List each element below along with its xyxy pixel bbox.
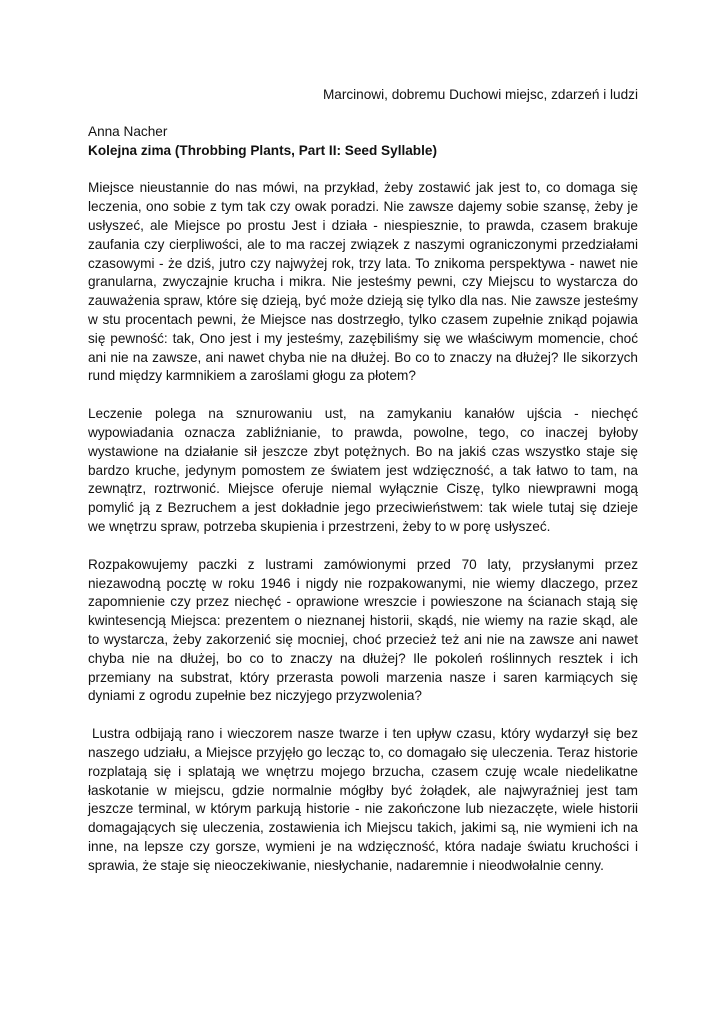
- paragraph-1: Miejsce nieustannie do nas mówi, na przykład, żeby zostawić jak jest to, co domaga się leczenia, ono sobie z tym tak czy owak poradzi. Nie zawsze dajemy sobie szansę, żeby je usłyszeć, ale Miejsce po prostu Jest i działa - niespiesznie, to prawda, czasem brakuje zaufania czy cierpliwości, ale to ma raczej związek z naszymi ograniczonymi przedziałami czasowymi - że dziś, jutro czy najwyżej rok, trzy lata. To znikoma perspektywa - nawet nie granularna, zwyczajnie krucha i mikra. Nie jesteśmy pewni, czy Miejscu to wystarcza do zauważenia spraw, które się dzieją, być może dzieją się tylko dla nas. Nie zawsze jesteśmy w stu procentach pewni, że Miejsce nas dostrzegło, tylko czasem zupełnie znikąd pojawia się pewność: tak, Ono jest i my jesteśmy, zazębiliśmy się we właściwym momencie, choć ani nie na zawsze, ani nawet chyba nie na dłużej. Bo co to znaczy na dłużej? Ile sikorzych rund między karmnikiem a zaroślami głogu za płotem?: [88, 180, 638, 384]
- document-title: Kolejna zima (Throbbing Plants, Part II: Seed Syllable): [88, 142, 437, 158]
- paragraph-3: Rozpakowujemy paczki z lustrami zamówionymi przed 70 laty, przysłanymi przez niezawodną pocztę w roku 1946 i nigdy nie rozpakowanymi, nie wiemy dlaczego, przez zapomnienie czy przez niechęć - oprawione wreszcie i powieszone na ścianach stają się kwintesencją Miejsca: prezentem o nieznanej historii, skądś, nie wiemy na razie skąd, ale to wystarcza, żeby zakorzenić się mocniej, choć przecież też ani nie na zawsze ani nawet chyba nie na dłużej, bo co to znaczy na dłużej? Ile pokoleń roślinnych resztek i ich przemiany na substrat, który przerasta powoli marzenia nasze i saren karmiących się dyniami z ogrodu zupełnie bez niczyjego przyzwolenia?: [88, 556, 638, 704]
- paragraph-4: Lustra odbijają rano i wieczorem nasze twarze i ten upływ czasu, który wydarzył się bez naszego udziału, a Miejsce przyjęło go lecząc to, co domagało się uleczenia. Teraz historie rozplatają się i splatają we wnętrzu mojego brzucha, czasem czuję wcale niedelikatne łaskotanie w miejscu, gdzie normalnie mógłby być żołądek, ale najwyraźniej jest tam jeszcze terminal, w którym parkują historie - nie zakończone lub niezaczęte, wiele historii domagających się uleczenia, zostawienia ich Miejscu takich, jakimi są, nie wymieni ich na inne, na lepsze czy gorsze, wymieni je na wdzięczność, która nadaje światu kruchości i sprawia, że staje się nieoczekiwanie, niesłychanie, nadaremnie i nieodwołalnie cenny.: [88, 726, 638, 873]
- paragraph-2: Leczenie polega na sznurowaniu ust, na zamykaniu kanałów ujścia - niechęć wypowiadania oznacza zabliźnianie, to prawda, powolne, tego, co inaczej byłoby wystawione na działanie sił jeszcze zbyt potężnych. Bo na jakiś czas wszystko staje się bardzo kruche, jedynym pomostem ze światem jest wdzięczność, a tak łatwo to tam, na zewnątrz, roztrwonić. Miejsce oferuje niemal wyłącznie Ciszę, tylko niewprawni mogą pomylić ją z Bezruchem a jest dokładnie jego przeciwieństwem: tak wiele tutaj się dzieje we wnętrzu spraw, potrzeba skupienia i przestrzeni, żeby to w porę usłyszeć.: [88, 406, 638, 534]
- document-page: [88, 86, 638, 894]
- author-name: Anna Nacher: [88, 123, 168, 139]
- dedication: Marcinowi, dobremu Duchowi miejsc, zdarzeń i ludzi: [322, 87, 638, 102]
